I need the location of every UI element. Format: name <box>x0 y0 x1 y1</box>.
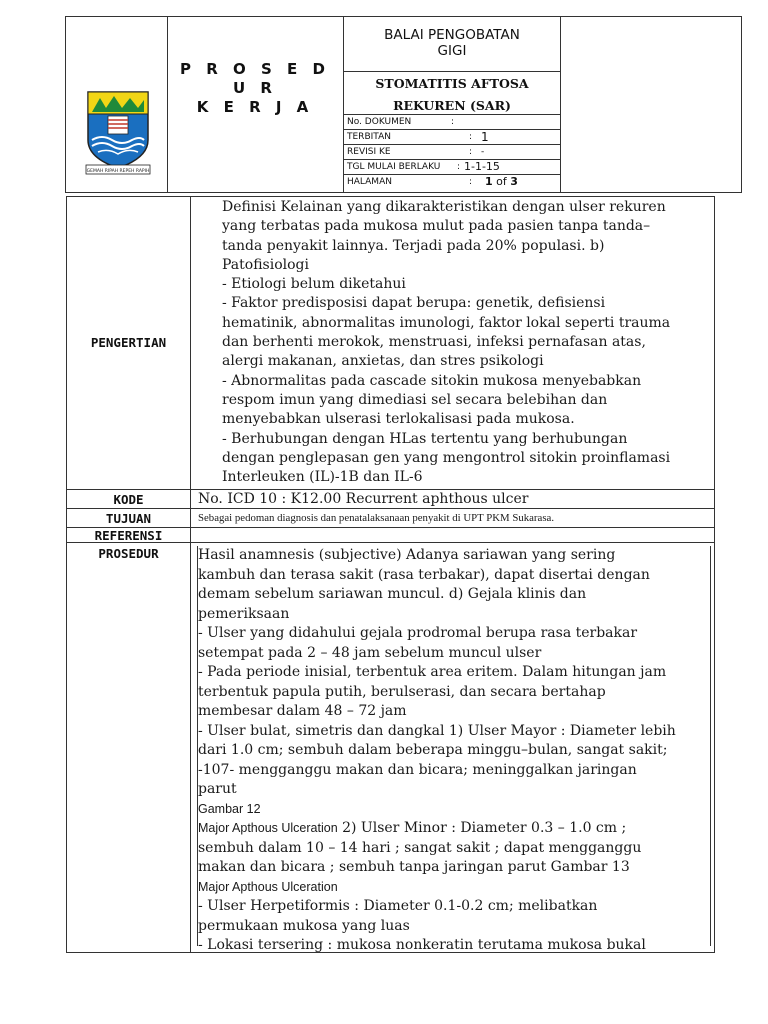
text-line: respom imun yang dimediasi sel secara belebihan dan <box>222 391 608 408</box>
label-prosedur: PROSEDUR <box>98 546 159 561</box>
text-line: - Pada periode inisial, terbentuk area eritem. Dalam hitungan jam <box>198 664 667 680</box>
pengertian-text <box>222 198 670 487</box>
meta-row-tgl-berlaku: TGL MULAI BERLAKU : 1-1-15 <box>347 160 500 173</box>
city-emblem-logo <box>84 88 152 176</box>
meta-label: TGL MULAI BERLAKU <box>347 162 441 172</box>
logo-motto: GEMAH RIPAH REPEH RAPIH <box>86 169 150 174</box>
prosedur-lines <box>198 839 676 878</box>
label-tujuan: TUJUAN <box>105 511 152 526</box>
text-line: - Faktor predisposisi dapat berupa: genetik, defisiensi <box>222 295 606 312</box>
kode-text: No. ICD 10 : K12.00 Recurrent aphthous ulcer <box>198 491 529 507</box>
meta-value: - <box>481 147 485 157</box>
text-line: kambuh dan terasa sakit (rasa terbakar), dapat disertai dengan <box>198 566 650 583</box>
text-line: dari 1.0 cm; sembuh dalam beberapa minggu–bulan, sangat sakit; <box>198 742 668 758</box>
meta-row-terbitan: TERBITAN : 1 <box>347 130 489 144</box>
text-line: - Ulser yang didahului gejala prodromal berupa rasa terbakar <box>198 625 638 641</box>
text-line: makan dan bicara ; sembuh tanpa jaringan parut Gambar 13 <box>198 859 630 875</box>
figure-caption-major-1: Major Apthous Ulceration <box>198 821 338 835</box>
text-line: parut <box>198 781 237 797</box>
text-line: yang terbatas pada mukosa mulut pada pasien tanpa tanda– <box>222 218 651 235</box>
text-line: membesar dalam 48 – 72 jam <box>198 703 407 719</box>
label-pengertian: PENGERTIAN <box>90 335 167 350</box>
text-line: - Etiologi belum diketahui <box>222 276 406 293</box>
page-total: 3 <box>510 175 518 188</box>
prosedur-line <box>198 819 676 839</box>
meta-value: 1 <box>481 130 489 144</box>
meta-row-no-dokumen: No. DOKUMEN : <box>347 117 455 127</box>
text-line: demam sebelum sariawan muncul. d) Gejala klinis dan <box>198 586 587 602</box>
text-line: Definisi Kelainan yang dikarakteristikan dengan ulser rekuren <box>222 199 666 215</box>
document-title: STOMATITIS AFTOSA REKUREN (SAR) <box>375 76 529 113</box>
meta-label: REVISI KE <box>347 147 391 157</box>
tujuan-text: Sebagai pedoman diagnosis dan penatalaksanaan penyakit di UPT PKM Sukarasa. <box>198 512 555 524</box>
prosedur-lines <box>198 546 676 800</box>
text-line: - Abnormalitas pada cascade sitokin mukosa menyebabkan <box>222 372 642 389</box>
text-line: pemeriksaan <box>198 605 290 622</box>
text-line: - Ulser bulat, simetris dan dangkal 1) Ulser Mayor : Diameter lebih <box>198 722 676 739</box>
meta-row-halaman: HALAMAN : 1 of 3 <box>347 175 518 188</box>
text-line: - Ulser Herpetiformis : Diameter 0.1-0.2 cm; melibatkan <box>198 898 598 914</box>
page-of: of <box>492 175 511 188</box>
text-line: alergi makanan, anxietas, dan stres psikologi <box>222 353 544 370</box>
text-line: hematinik, abnormalitas imunologi, faktor lokal seperti trauma <box>222 314 671 331</box>
prosedur-lines <box>198 897 676 956</box>
meta-label: HALAMAN <box>347 177 392 187</box>
label-referensi: REFERENSI <box>94 528 163 543</box>
text-line: Hasil anamnesis (subjective) Adanya sariawan yang sering <box>198 547 616 563</box>
meta-value <box>485 175 518 189</box>
meta-value: 1-1-15 <box>464 160 500 173</box>
meta-label: TERBITAN <box>347 132 391 142</box>
text-line: dengan penglepasan gen yang mengontrol sitokin proinflamasi <box>222 449 671 466</box>
page-title: P R O S E D U R K E R J A <box>180 60 330 116</box>
figure-caption-gambar-12: Gambar 12 <box>198 801 261 816</box>
text-line: Patofisiologi <box>222 256 309 273</box>
text-line: - Lokasi tersering : mukosa nonkeratin terutama mukosa bukal <box>198 937 646 953</box>
meta-row-revisi: REVISI KE : - <box>347 147 485 157</box>
text-line: -107- mengganggu makan dan bicara; meninggalkan jaringan <box>198 761 637 778</box>
text-line: dan berhenti merokok, menstruasi, infeksi pernafasan atas, <box>222 334 646 351</box>
text-line: terbentuk papula putih, berulserasi, dan secara bertahap <box>198 683 606 700</box>
prosedur-line-rest: 2) Ulser Minor : Diameter 0.3 – 1.0 cm ; <box>337 820 627 836</box>
text-line: menyebabkan ulserasi terlokalisasi pada mukosa. <box>222 411 575 428</box>
text-line: sembuh dalam 10 – 14 hari ; sangat sakit ; dapat mengganggu <box>198 839 642 856</box>
text-line: tanda penyakit lainnya. Terjadi pada 20% populasi. b) <box>222 237 605 254</box>
text-line: - Berhubungan dengan HLas tertentu yang berhubungan <box>222 430 628 447</box>
figure-caption-major-2: Major Apthous Ulceration <box>198 879 338 894</box>
prosedur-text <box>198 546 676 956</box>
organization-name: BALAI PENGOBATAN GIGI <box>384 27 520 59</box>
meta-label: No. DOKUMEN <box>347 117 412 127</box>
text-line: permukaan mukosa yang luas <box>198 917 410 934</box>
text-line: Interleuken (IL)-1B dan IL-6 <box>222 469 423 486</box>
page-number: 1 <box>485 175 493 188</box>
label-kode: KODE <box>113 492 144 507</box>
text-line: setempat pada 2 – 48 jam sebelum muncul ulser <box>198 644 542 661</box>
